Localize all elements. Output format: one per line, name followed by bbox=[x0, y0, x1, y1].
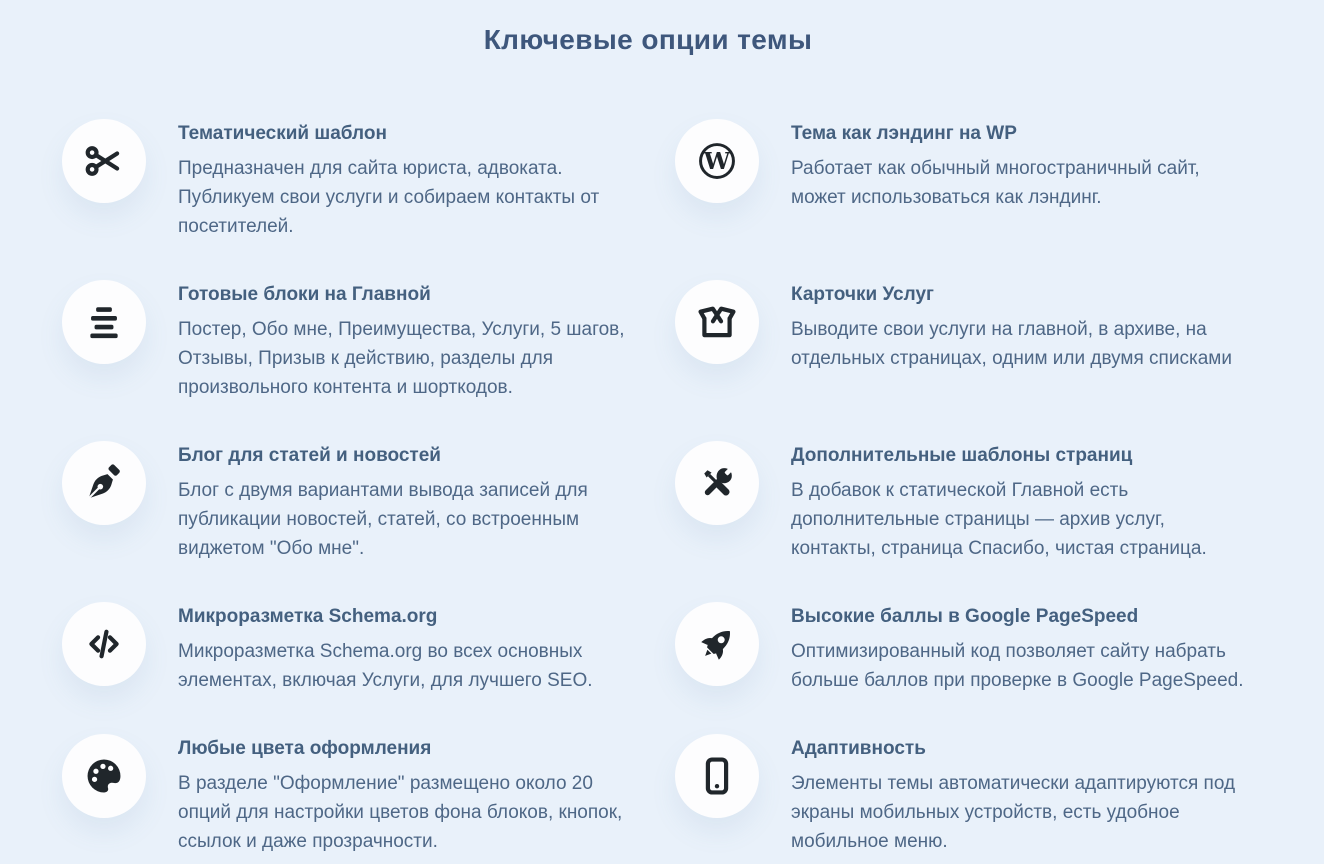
feature-title: Микроразметка Schema.org bbox=[178, 606, 438, 627]
feature-description: Элементы темы автоматически адаптируются под экраны мобильных устройств, есть удобное мобильное меню. bbox=[791, 773, 1236, 852]
tools-icon bbox=[696, 462, 738, 504]
feature-title: Блог для статей и новостей bbox=[178, 445, 441, 466]
smartphone-icon bbox=[696, 755, 738, 797]
feature-title: Дополнительные шаблоны страниц bbox=[791, 445, 1133, 466]
feature-description: В добавок к статической Главной есть дополнительные страницы — архив услуг, контакты, страница Спасибо, чистая страница. bbox=[791, 480, 1207, 559]
feature-blog bbox=[62, 441, 631, 563]
feature-description: Микроразметка Schema.org во всех основных элементах, включая Услуги, для лучшего SEO. bbox=[178, 641, 593, 691]
pen-nib-icon bbox=[83, 462, 125, 504]
feature-responsive bbox=[675, 734, 1244, 856]
feature-icon-circle bbox=[675, 602, 759, 686]
feature-title: Адаптивность bbox=[791, 738, 926, 759]
feature-title: Готовые блоки на Главной bbox=[178, 284, 431, 305]
align-center-lines-icon bbox=[83, 301, 125, 343]
features-grid bbox=[62, 119, 1244, 856]
feature-wp-landing bbox=[675, 119, 1244, 241]
feature-title: Любые цвета оформления bbox=[178, 738, 432, 759]
feature-colors bbox=[62, 734, 631, 856]
feature-icon-circle bbox=[62, 441, 146, 525]
feature-service-cards bbox=[675, 280, 1244, 402]
feature-icon-circle bbox=[675, 441, 759, 525]
feature-icon-circle bbox=[62, 734, 146, 818]
box-open-icon bbox=[696, 301, 738, 343]
feature-icon-circle bbox=[675, 734, 759, 818]
feature-description: Предназначен для сайта юриста, адвоката. Публикуем свои услуги и собираем контакты от посетителей. bbox=[178, 158, 600, 237]
code-icon bbox=[83, 623, 125, 665]
palette-icon bbox=[83, 755, 125, 797]
section-title: Ключевые опции темы bbox=[483, 24, 813, 55]
feature-icon-circle bbox=[675, 119, 759, 203]
feature-thematic-template bbox=[62, 119, 631, 241]
feature-icon-circle bbox=[62, 280, 146, 364]
feature-description: Выводите свои услуги на главной, в архиве, на отдельных страницах, одним или двумя списками bbox=[791, 319, 1232, 369]
feature-title: Тематический шаблон bbox=[178, 123, 387, 144]
scissors-icon bbox=[83, 140, 125, 182]
feature-icon-circle bbox=[62, 119, 146, 203]
feature-description: Оптимизированный код позволяет сайту набрать больше баллов при проверке в Google PageSpeed. bbox=[791, 641, 1244, 691]
feature-description: Блог с двумя вариантами вывода записей для публикации новостей, статей, со встроенным виджетом "Обо мне". bbox=[178, 480, 588, 559]
feature-title: Тема как лэндинг на WP bbox=[791, 123, 1017, 144]
feature-pagespeed bbox=[675, 602, 1244, 695]
feature-ready-blocks bbox=[62, 280, 631, 402]
feature-description: Постер, Обо мне, Преимущества, Услуги, 5 шагов, Отзывы, Призыв к действию, разделы для произвольного контента и шорткодов. bbox=[178, 319, 625, 398]
feature-schema-markup bbox=[62, 602, 631, 695]
feature-icon-circle bbox=[62, 602, 146, 686]
feature-description: Работает как обычный многостраничный сайт, может использоваться как лэндинг. bbox=[791, 158, 1200, 208]
feature-description: В разделе "Оформление" размещено около 20 опций для настройки цветов фона блоков, кнопок, ссылок и даже прозрачности. bbox=[178, 773, 623, 852]
svg-text:W: W bbox=[703, 147, 731, 176]
feature-title: Высокие баллы в Google PageSpeed bbox=[791, 606, 1139, 627]
wordpress-icon bbox=[696, 140, 738, 182]
feature-extra-templates bbox=[675, 441, 1244, 563]
rocket-icon bbox=[696, 623, 738, 665]
feature-title: Карточки Услуг bbox=[791, 284, 934, 305]
feature-icon-circle bbox=[675, 280, 759, 364]
